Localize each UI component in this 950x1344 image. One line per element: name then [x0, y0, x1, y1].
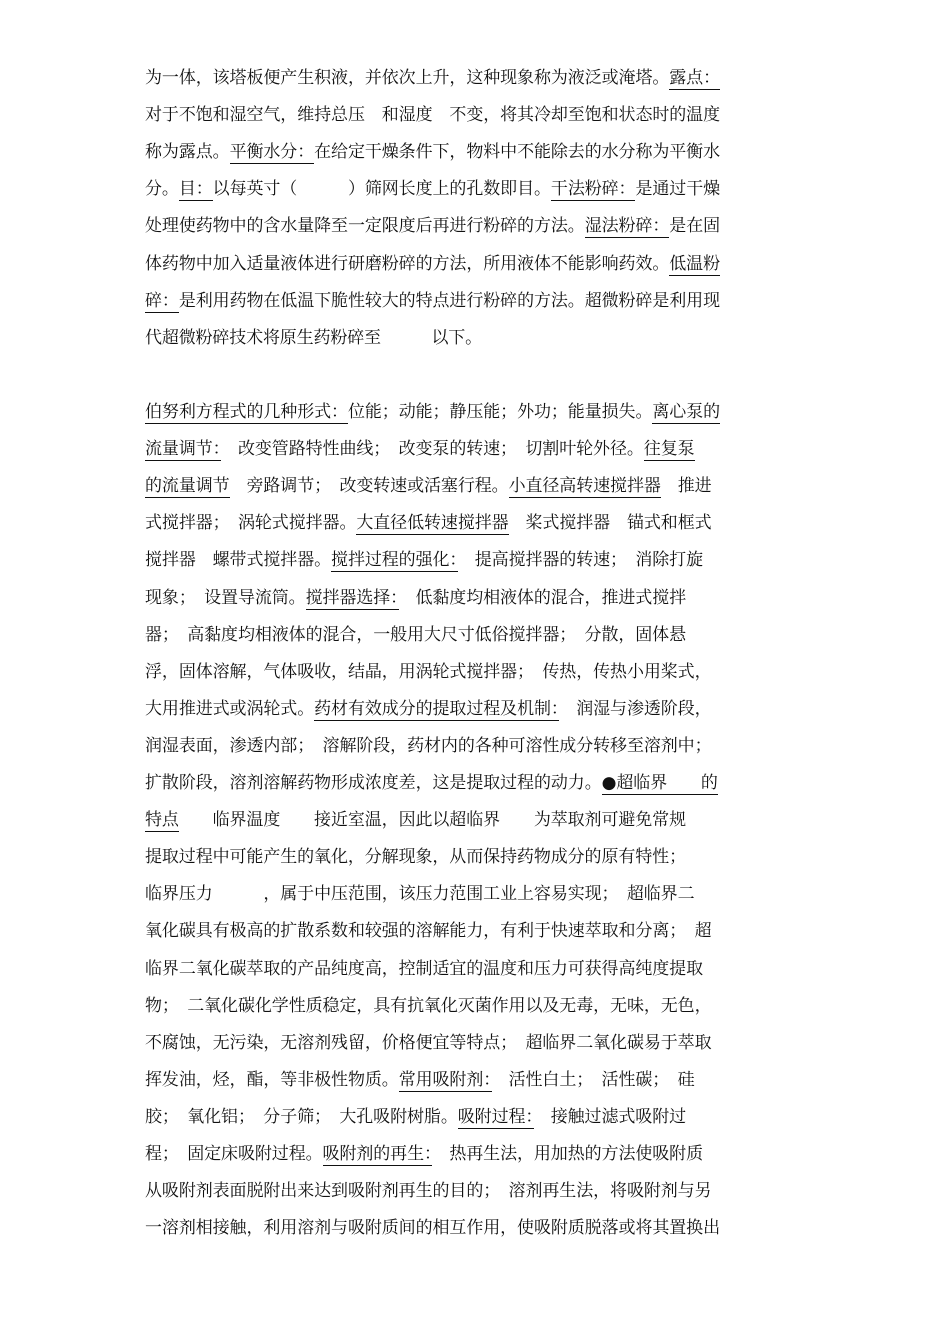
text-segment: 物； 二氧化碳化学性质稳定，具有抗氧化灭菌作用以及无毒，无味，无色，	[145, 995, 712, 1016]
text-segment: 体药物中加入适量液体进行研磨粉碎的方法，所用液体不能影响药效。	[145, 253, 670, 274]
text-segment: 对于不饱和湿空气，维持总压 和湿度 不变，将其冷却至饱和状态时的温度	[145, 105, 720, 126]
text-line	[145, 212, 805, 240]
text-segment: 润湿表面，渗透内部； 溶解阶段，药材内的各种可溶性成分转移至溶剂中；	[145, 735, 712, 756]
text-line	[145, 1177, 805, 1205]
text-segment: 临界压力 ，属于中压范围，该压力范围工业上容易实现； 超临界二	[145, 884, 695, 905]
text-line	[145, 64, 805, 92]
underlined-term: ●超临界 的	[601, 773, 718, 793]
text-segment: 热再生法，用加热的方法使吸附质	[432, 1144, 704, 1164]
text-line	[145, 324, 805, 352]
text-line	[145, 880, 805, 908]
underlined-term: 离心泵的	[652, 402, 721, 422]
text-line	[145, 287, 805, 315]
text-segment: 现象； 设置导流筒。	[145, 587, 306, 608]
text-line	[145, 546, 805, 574]
text-segment: 以每英寸（ ）筛网长度上的孔数即目。	[212, 179, 551, 200]
text-segment: 不腐蚀，无污染，无溶剂残留，价格便宜等特点； 超临界二氧化碳易于萃取	[145, 1032, 712, 1053]
underlined-term: 小直径高转速搅拌器	[508, 476, 661, 497]
underlined-term: 药材有效成分的提取过程及机制：	[314, 698, 560, 719]
text-segment: 代超微粉碎技术将原生药粉碎至 以下。	[145, 327, 482, 348]
text-line	[145, 1214, 805, 1242]
text-line	[145, 250, 805, 278]
text-line	[145, 1140, 805, 1168]
text-line	[145, 509, 805, 537]
underlined-term: 的流量调节	[145, 476, 230, 497]
text-segment: 提取过程中可能产生的氧化，分解现象，从而保持药物成分的原有特性；	[145, 847, 686, 868]
text-segment: 大用推进式或涡轮式。	[145, 698, 315, 719]
text-segment: 是利用药物在低温下脆性较大的特点进行粉碎的方法。超微粉碎是利用现	[178, 290, 721, 311]
underlined-term: 特点	[145, 810, 179, 831]
text-line	[145, 843, 805, 871]
underlined-term: 大直径低转速搅拌器	[356, 513, 509, 534]
text-segment: 低黏度均相液体的混合，推进式搅拌	[398, 587, 687, 608]
text-segment: 润湿与渗透阶段，	[559, 698, 712, 719]
text-segment: 为一体，该塔板便产生积液，并依次上升，这种现象称为液泛或淹塔。	[145, 68, 670, 88]
text-segment: 搅拌器 螺带式搅拌器。	[145, 550, 332, 571]
text-line	[145, 917, 805, 945]
underlined-term: 露点：	[669, 68, 721, 88]
text-segment: 接触过滤式吸附过	[533, 1106, 687, 1127]
text-segment: 临界二氧化碳萃取的产品纯度高，控制适宜的温度和压力可获得高纯度提取	[145, 958, 703, 979]
text-line	[145, 806, 805, 834]
text-segment: 从吸附剂表面脱附出来达到吸附剂再生的目的； 溶剂再生法，将吸附剂与另	[145, 1181, 712, 1202]
text-line	[145, 435, 805, 463]
underlined-term: 吸附过程：	[457, 1106, 534, 1127]
text-line	[145, 695, 805, 723]
text-segment: 胶； 氧化铝； 分子筛； 大孔吸附树脂。	[145, 1106, 458, 1127]
text-line	[145, 398, 805, 426]
text-line	[145, 584, 805, 612]
text-segment: 氧化碳具有极高的扩散系数和较强的溶解能力，有利于快速萃取和分离； 超	[145, 921, 712, 942]
text-line	[145, 472, 805, 500]
text-line	[145, 138, 805, 166]
underlined-term: 干法粉碎：	[550, 179, 636, 200]
text-segment: 是通过干燥	[635, 179, 721, 200]
text-segment: 活性白土； 活性碳； 硅	[491, 1069, 695, 1090]
text-line	[145, 175, 805, 203]
text-line	[145, 621, 805, 649]
text-segment: 提高搅拌器的转速； 消除打旋	[457, 550, 704, 571]
text-segment: 是在固	[669, 216, 721, 237]
underlined-term: 吸附剂的再生：	[322, 1144, 433, 1164]
underlined-term: 湿法粉碎：	[584, 216, 670, 237]
text-segment: 临界温度 接近室温，因此以超临界 为萃取剂可避免常规	[178, 810, 686, 831]
text-segment: 式搅拌器； 涡轮式搅拌器。	[145, 513, 357, 534]
text-segment: 旁路调节； 改变转速或活塞行程。	[229, 476, 509, 497]
text-segment: 称为露点。	[145, 142, 230, 163]
underlined-term: 碎：	[145, 290, 179, 311]
underlined-term: 搅拌器选择：	[305, 587, 399, 608]
underlined-term: 常用吸附剂：	[398, 1069, 492, 1090]
text-line	[145, 658, 805, 686]
text-segment: 一溶剂相接触，利用溶剂与吸附质间的相互作用，使吸附质脱落或将其置换出	[145, 1218, 720, 1239]
text-line	[145, 1029, 805, 1057]
text-segment: 程； 固定床吸附过程。	[145, 1144, 323, 1164]
text-segment: 改变管路特性曲线； 改变泵的转速； 切割叶轮外径。	[221, 439, 644, 460]
text-segment: 桨式搅拌器 锚式和框式	[508, 513, 712, 534]
text-segment: 处理使药物中的含水量降至一定限度后再进行粉碎的方法。	[145, 216, 585, 237]
text-line	[145, 732, 805, 760]
text-line	[145, 1066, 805, 1094]
text-segment: 分。	[145, 179, 179, 200]
text-line	[145, 955, 805, 983]
text-line	[145, 992, 805, 1020]
text-segment: 器； 高黏度均相液体的混合，一般用大尺寸低俗搅拌器； 分散，固体悬	[145, 624, 686, 645]
text-segment: 浮，固体溶解，气体吸收，结晶，用涡轮式搅拌器； 传热，传热小用桨式，	[145, 661, 712, 682]
underlined-term: 目：	[178, 179, 213, 200]
text-line	[145, 1103, 805, 1131]
underlined-term: 往复泵	[643, 439, 695, 460]
underlined-term: 低温粉	[669, 253, 721, 274]
underlined-term: 伯努利方程式的几种形式：	[145, 402, 348, 422]
underlined-term: 搅拌过程的强化：	[331, 550, 458, 571]
underlined-term: 平衡水分：	[229, 142, 315, 163]
underlined-term: 流量调节：	[145, 439, 222, 460]
text-segment: 在给定干燥条件下，物料中不能除去的水分称为平衡水	[314, 142, 721, 163]
text-line	[145, 101, 805, 129]
text-segment: 推进	[660, 476, 712, 497]
text-segment: 挥发油，烃，酯，等非极性物质。	[145, 1069, 399, 1090]
text-segment: 扩散阶段，溶剂溶解药物形成浓度差，这是提取过程的动力。	[145, 773, 602, 793]
text-line	[145, 769, 805, 797]
text-segment: 位能；动能；静压能；外功；能量损失。	[347, 402, 653, 422]
